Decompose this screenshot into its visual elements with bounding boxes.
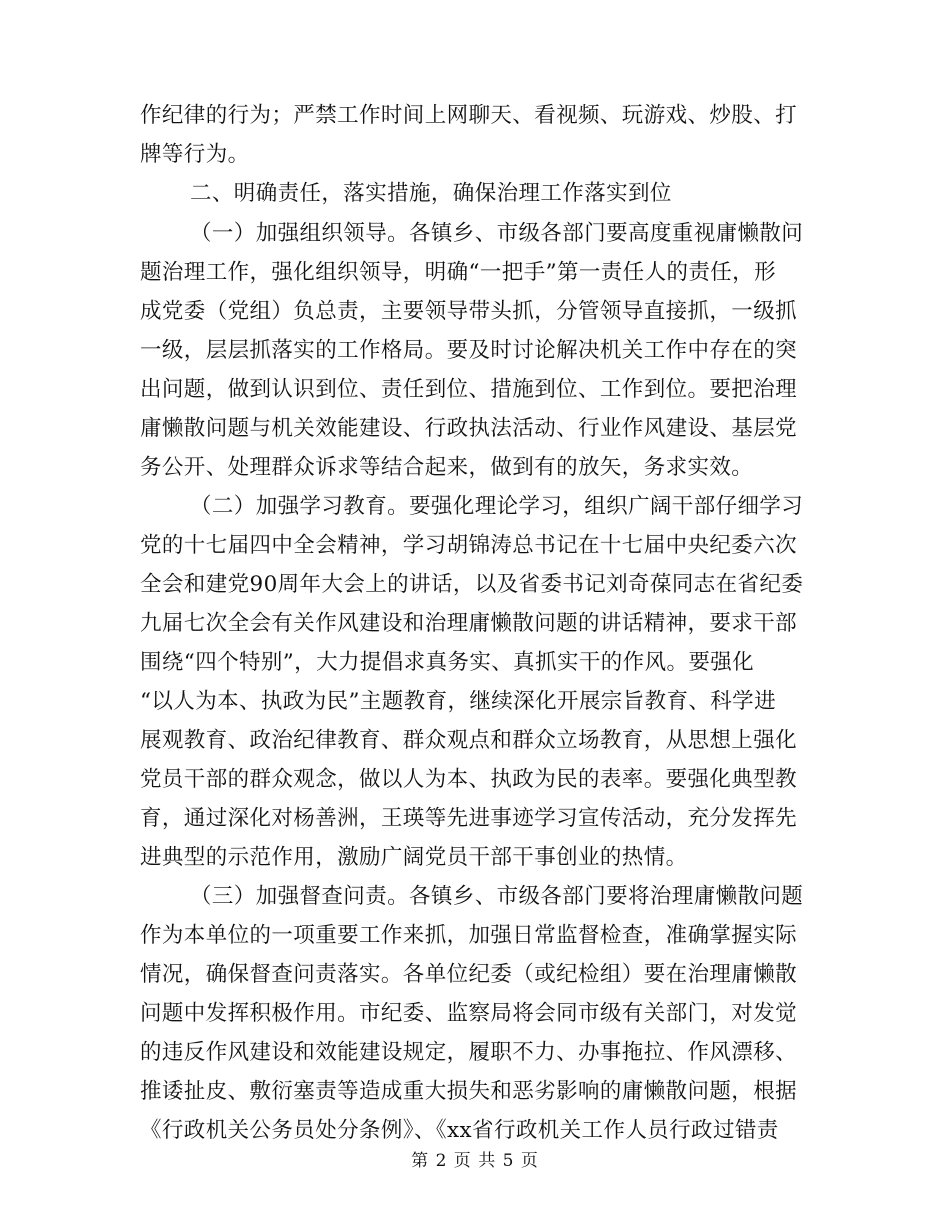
body-text-line: 《行政机关公务员处分条例》、《xx省行政机关工作人员行政过错责 — [140, 1118, 779, 1143]
body-text-line: 全会和建党90周年大会上的讲话，以及省委书记刘奇葆同志在省纪委 — [140, 572, 804, 597]
body-text-line: 题治理工作，强化组织领导，明确“一把手”第一责任人的责任，形 — [140, 260, 776, 285]
subsection-heading-line: （一）加强组织领导。各镇乡、市级各部门要高度重视庸懒散问 — [190, 221, 804, 246]
body-text-line: 务公开、处理群众诉求等结合起来，做到有的放矢，务求实效。 — [140, 455, 754, 480]
subsection-heading-line: （三）加强督查问责。各镇乡、市级各部门要将治理庸懒散问题 — [190, 884, 804, 909]
body-text-line: 作纪律的行为；严禁工作时间上网聊天、看视频、玩游戏、炒股、打 — [140, 103, 798, 128]
section-heading: 二、明确责任，落实措施，确保治理工作落实到位 — [190, 181, 672, 206]
body-text-line: 进典型的示范作用，激励广阔党员干部干事创业的热情。 — [140, 845, 688, 870]
body-text-line: 展观教育、政治纪律教育、群众观点和群众立场教育，从思想上强化 — [140, 728, 798, 753]
body-text-line: 党员干部的群众观念，做以人为本、执政为民的表率。要强化典型教 — [140, 767, 798, 792]
body-text-line: 育，通过深化对杨善洲，王瑛等先进事迹学习宣传活动，充分发挥先 — [140, 806, 798, 831]
subsection-heading-line: （二）加强学习教育。要强化理论学习，组织广阔干部仔细学习 — [190, 494, 804, 519]
body-text-line: 庸懒散问题与机关效能建设、行政执法活动、行业作风建设、基层党 — [140, 416, 798, 441]
body-text-line: “以人为本、执政为民”主题教育，继续深化开展宗旨教育、科学进 — [140, 689, 776, 714]
body-text-line: 牌等行为。 — [140, 142, 250, 167]
body-text-line: 作为本单位的一项重要工作来抓，加强日常监督检查，准确掌握实际 — [140, 923, 798, 948]
body-text-line: 成党委（党组）负总责，主要领导带头抓，分管领导直接抓，一级抓 — [140, 299, 798, 324]
body-text-line: 九届七次全会有关作风建设和治理庸懒散问题的讲话精神，要求干部 — [140, 611, 798, 636]
body-text-line: 党的十七届四中全会精神，学习胡锦涛总书记在十七届中央纪委六次 — [140, 533, 798, 558]
body-text-line: 问题中发挥积极作用。市纪委、监察局将会同市级有关部门，对发觉 — [140, 1001, 798, 1026]
body-text-line: 的违反作风建设和效能建设规定，履职不力、办事拖拉、作风漂移、 — [140, 1040, 798, 1065]
body-text-line: 推诿扯皮、敷衍塞责等造成重大损失和恶劣影响的庸懒散问题，根据 — [140, 1079, 798, 1104]
body-text-line: 情况，确保督查问责落实。各单位纪委（或纪检组）要在治理庸懒散 — [140, 962, 798, 987]
body-text-line: 一级，层层抓落实的工作格局。要及时讨论解决机关工作中存在的突 — [140, 338, 798, 363]
page-number-footer: 第 2 页 共 5 页 — [411, 1151, 539, 1171]
body-text-line: 出问题，做到认识到位、责任到位、措施到位、工作到位。要把治理 — [140, 377, 798, 402]
body-text-line: 围绕“四个特别”，大力提倡求真务实、真抓实干的作风。要强化 — [140, 650, 755, 675]
